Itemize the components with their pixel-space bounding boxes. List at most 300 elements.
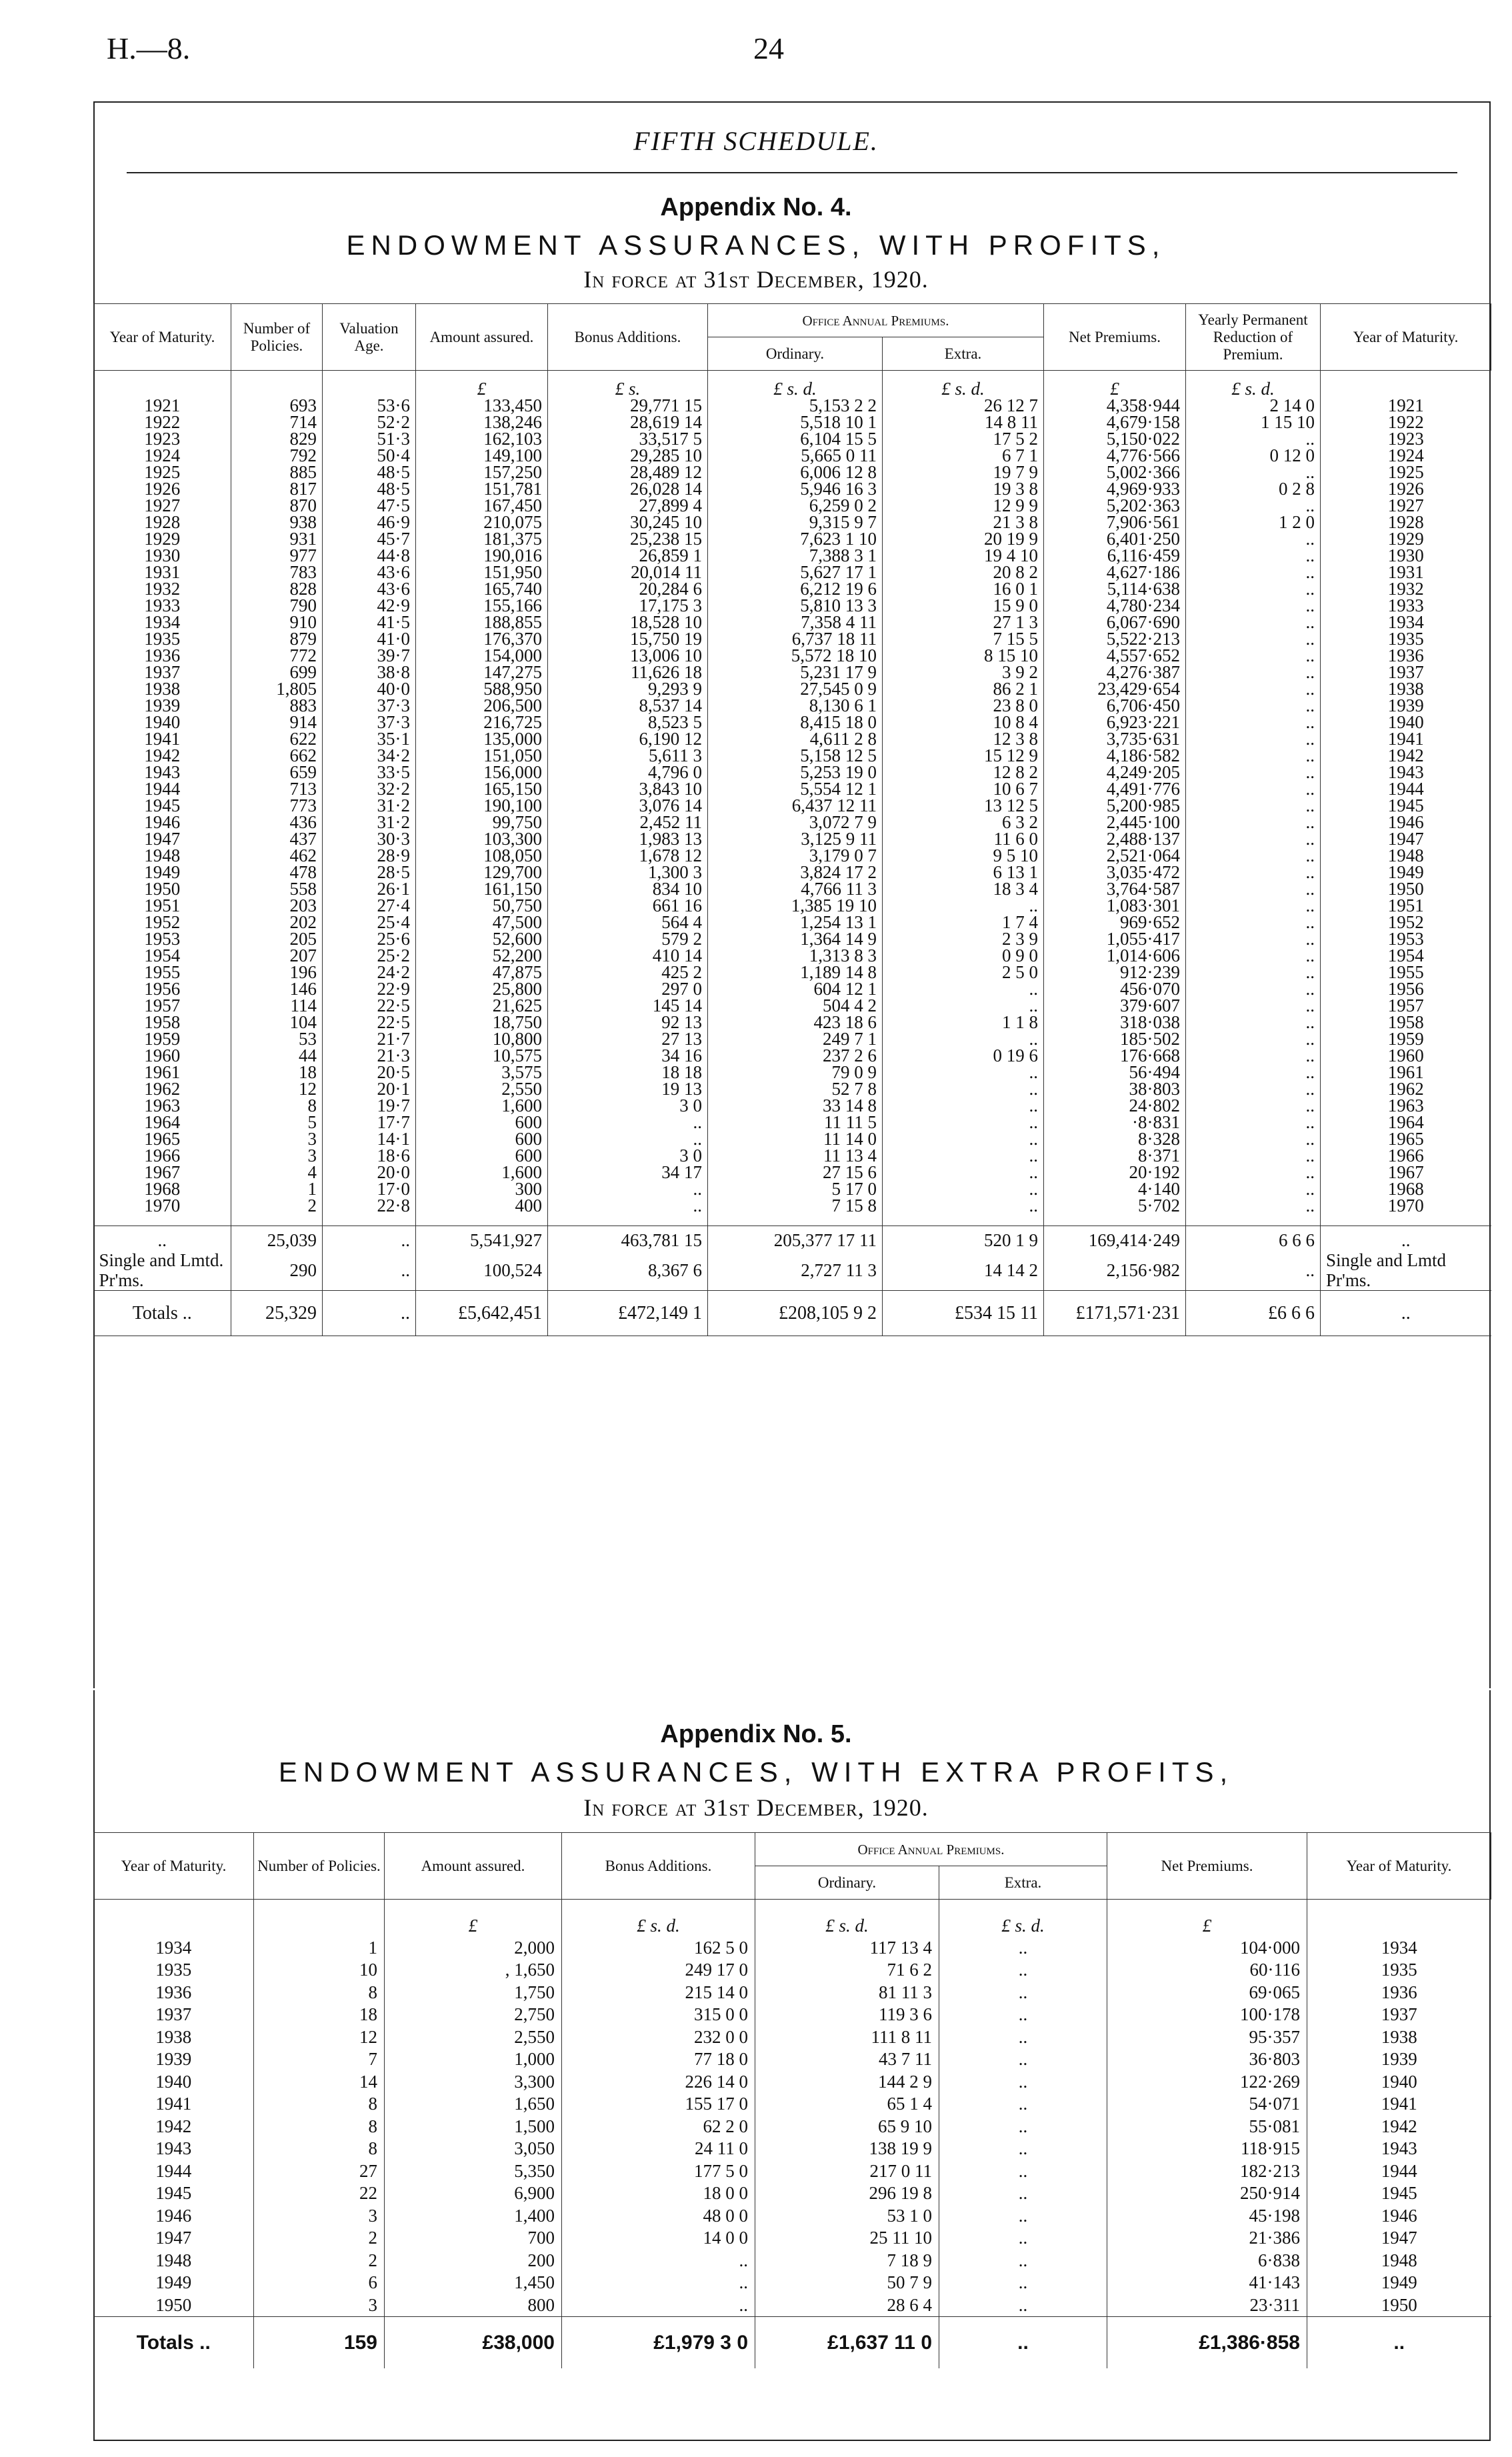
table-row — [94, 664, 1491, 681]
cell-amount: 300 — [416, 1181, 548, 1197]
table-row — [94, 981, 1491, 997]
cell-number: 18 — [254, 2004, 385, 2026]
cell-yearly: .. — [1186, 1064, 1321, 1081]
unit-net: £ — [1107, 1900, 1307, 1937]
cell-net: 54·071 — [1107, 2093, 1307, 2116]
cell-amount: 161,150 — [416, 881, 548, 897]
cell-number: 25,039 — [231, 1226, 323, 1251]
cell-ordinary: 27,545 0 9 — [708, 681, 883, 697]
cell-year: 1944 — [155, 2160, 192, 2181]
cell-net: 20·192 — [1044, 1164, 1186, 1181]
cell-year-right: 1933 — [1321, 597, 1491, 614]
cell-year-right: 1954 — [1321, 947, 1491, 964]
table-row — [94, 2116, 1491, 2138]
cell-bonus: £472,149 1 — [548, 1291, 708, 1336]
cell-amount: 600 — [416, 1114, 548, 1131]
cell-valuation: 48·5 — [323, 464, 416, 481]
cell-net: £1,386·858 — [1107, 2316, 1307, 2368]
cell-year-right: 1952 — [1321, 914, 1491, 931]
cell-ordinary: 138 19 9 — [755, 2138, 939, 2160]
cell-ordinary: 504 4 2 — [708, 997, 883, 1014]
cell-ordinary: 144 2 9 — [755, 2071, 939, 2094]
cell-year-right: 1936 — [1321, 647, 1491, 664]
table-row — [94, 414, 1491, 431]
cell-valuation: 21·3 — [323, 1047, 416, 1064]
cell-yearly: .. — [1186, 547, 1321, 564]
units-row — [94, 1900, 1491, 1937]
cell-extra: 17 5 2 — [883, 431, 1044, 447]
cell-extra: .. — [939, 2138, 1107, 2160]
header-ordinary: Ordinary. — [708, 337, 883, 371]
cell-year: 1955 — [144, 963, 181, 981]
cell-year-right: 1929 — [1321, 531, 1491, 547]
cell-amount: 176,370 — [416, 631, 548, 647]
cell-valuation: 43·6 — [323, 564, 416, 581]
cell-year-right: 1960 — [1321, 1047, 1491, 1064]
cell-number: 4 — [231, 1164, 323, 1181]
cell-net: 318·038 — [1044, 1014, 1186, 1031]
table-row — [94, 1081, 1491, 1097]
cell-net: 118·915 — [1107, 2138, 1307, 2160]
cell-year: Single and Lmtd. Pr'ms. — [99, 1250, 224, 1290]
header-extra: Extra. — [883, 337, 1044, 371]
cell-extra: .. — [939, 1959, 1107, 1982]
cell-ordinary: 111 8 11 — [755, 2026, 939, 2049]
cell-year-right: Single and Lmtd Pr'ms. — [1321, 1250, 1491, 1291]
cell-year-right: 1935 — [1321, 631, 1491, 647]
cell-valuation: 52·2 — [323, 414, 416, 431]
cell-ordinary: 43 7 11 — [755, 2048, 939, 2071]
cell-amount: 700 — [385, 2227, 562, 2250]
cell-ordinary: 27 15 6 — [708, 1164, 883, 1181]
cell-net: 4,679·158 — [1044, 414, 1186, 431]
cell-year: 1934 — [144, 613, 181, 631]
cell-bonus: 1,300 3 — [548, 864, 708, 881]
cell-number: 1 — [231, 1181, 323, 1197]
table-row — [94, 814, 1491, 831]
cell-net: 5,114·638 — [1044, 581, 1186, 597]
cell-year-right: 1958 — [1321, 1014, 1491, 1031]
cell-bonus: 25,238 15 — [548, 531, 708, 547]
cell-ordinary: 7 18 9 — [755, 2250, 939, 2272]
cell-yearly: .. — [1186, 731, 1321, 747]
cell-number: 713 — [231, 781, 323, 797]
cell-valuation: 46·9 — [323, 514, 416, 531]
table-row — [94, 597, 1491, 614]
cell-net: 36·803 — [1107, 2048, 1307, 2071]
cell-extra: 7 15 5 — [883, 631, 1044, 647]
cell-amount: 1,450 — [385, 2272, 562, 2294]
cell-number: 883 — [231, 697, 323, 714]
cell-amount: 155,166 — [416, 597, 548, 614]
cell-extra: 18 3 4 — [883, 881, 1044, 897]
cell-ordinary: 11 14 0 — [708, 1131, 883, 1147]
table-row — [94, 2004, 1491, 2026]
header-extra: Extra. — [939, 1866, 1107, 1900]
cell-number: 662 — [231, 747, 323, 764]
cell-net: 38·803 — [1044, 1081, 1186, 1097]
cell-valuation: .. — [323, 1226, 416, 1251]
cell-ordinary: 65 1 4 — [755, 2093, 939, 2116]
subtotal-row — [94, 1226, 1491, 1251]
appendix5-subtitle: ENDOWMENT ASSURANCES, WITH EXTRA PROFITS, — [278, 1756, 1234, 1788]
cell-year: 1933 — [144, 597, 181, 614]
cell-bonus: 26,028 14 — [548, 481, 708, 497]
cell-year-right: 1938 — [1307, 2026, 1491, 2049]
cell-number: 879 — [231, 631, 323, 647]
cell-yearly: .. — [1186, 614, 1321, 631]
table-row — [94, 697, 1491, 714]
table-row — [94, 2250, 1491, 2272]
cell-extra: .. — [883, 897, 1044, 914]
cell-bonus: 579 2 — [548, 931, 708, 947]
cell-yearly: .. — [1186, 881, 1321, 897]
cell-year: 1949 — [155, 2272, 192, 2293]
cell-valuation: 25·6 — [323, 931, 416, 947]
cell-valuation: 17·0 — [323, 1181, 416, 1197]
cell-valuation: 30·3 — [323, 831, 416, 847]
cell-year-right: 1943 — [1321, 764, 1491, 781]
cell-net: 5,522·213 — [1044, 631, 1186, 647]
cell-year-right: 1967 — [1321, 1164, 1491, 1181]
cell-year: 1970 — [144, 1197, 181, 1214]
cell-year-right: 1928 — [1321, 514, 1491, 531]
cell-year: 1925 — [144, 463, 181, 481]
cell-year: 1937 — [144, 663, 181, 681]
cell-year-right: 1938 — [1321, 681, 1491, 697]
cell-net: 6,116·459 — [1044, 547, 1186, 564]
cell-ordinary: 5,253 19 0 — [708, 764, 883, 781]
cell-yearly: 1 15 10 — [1186, 414, 1321, 431]
table-row — [94, 714, 1491, 731]
cell-year-right: 1966 — [1321, 1147, 1491, 1164]
cell-bonus: 8,537 14 — [548, 697, 708, 714]
cell-valuation: 47·5 — [323, 497, 416, 514]
header-net: Net Premiums. — [1107, 1833, 1307, 1900]
cell-extra: 15 12 9 — [883, 747, 1044, 764]
cell-amount: 1,750 — [385, 1982, 562, 2004]
cell-bonus: 8,523 5 — [548, 714, 708, 731]
cell-year-right: 1945 — [1307, 2182, 1491, 2205]
cell-year: 1940 — [155, 2071, 192, 2092]
unit-ordinary: £ s. d. — [755, 1900, 939, 1937]
table-row — [94, 681, 1491, 697]
cell-valuation: 43·6 — [323, 581, 416, 597]
cell-valuation: 22·5 — [323, 1014, 416, 1031]
cell-ordinary: 6,104 15 5 — [708, 431, 883, 447]
cell-net: 21·386 — [1107, 2227, 1307, 2250]
cell-net: 56·494 — [1044, 1064, 1186, 1081]
cell-year: 1943 — [144, 763, 181, 781]
cell-yearly: .. — [1186, 947, 1321, 964]
cell-amount: 190,100 — [416, 797, 548, 814]
appendix4-inforce: In force at 31st December, 1920. — [583, 266, 929, 293]
cell-bonus: 661 16 — [548, 897, 708, 914]
cell-bonus: 3,076 14 — [548, 797, 708, 814]
cell-amount: 52,600 — [416, 931, 548, 947]
table-row — [94, 1031, 1491, 1047]
cell-extra: 19 7 9 — [883, 464, 1044, 481]
spacer-row — [94, 1214, 1491, 1226]
cell-number: 2 — [254, 2227, 385, 2250]
cell-year: .. — [94, 1226, 231, 1251]
cell-net: 55·081 — [1107, 2116, 1307, 2138]
cell-ordinary: 6,437 12 11 — [708, 797, 883, 814]
cell-ordinary: 237 2 6 — [708, 1047, 883, 1064]
cell-year: 1962 — [144, 1080, 181, 1097]
cell-year-right: 1927 — [1321, 497, 1491, 514]
table-row — [94, 2205, 1491, 2228]
cell-number: 885 — [231, 464, 323, 481]
cell-net: 1,014·606 — [1044, 947, 1186, 964]
table-row — [94, 2071, 1491, 2094]
cell-extra: 26 12 7 — [883, 397, 1044, 414]
cell-year-right: 1934 — [1321, 614, 1491, 631]
cell-amount: 47,500 — [416, 914, 548, 931]
cell-year: 1947 — [155, 2228, 192, 2248]
cell-bonus: 564 4 — [548, 914, 708, 931]
cell-year: 1954 — [144, 947, 181, 964]
cell-year-right: 1936 — [1307, 1982, 1491, 2004]
cell-extra: 27 1 3 — [883, 614, 1044, 631]
cell-year-right: 1949 — [1321, 864, 1491, 881]
cell-amount: 25,800 — [416, 981, 548, 997]
cell-year: 1946 — [144, 813, 181, 831]
cell-extra: 12 8 2 — [883, 764, 1044, 781]
cell-bonus: 27 13 — [548, 1031, 708, 1047]
cell-ordinary: 3,125 9 11 — [708, 831, 883, 847]
table-row — [94, 1164, 1491, 1181]
cell-year-right: 1968 — [1321, 1181, 1491, 1197]
table-row — [94, 497, 1491, 514]
table-row — [94, 2272, 1491, 2294]
page-number: 24 — [753, 31, 784, 65]
cell-extra: 20 8 2 — [883, 564, 1044, 581]
cell-year: 1960 — [144, 1047, 181, 1064]
cell-number: 3 — [231, 1131, 323, 1147]
table-row — [94, 2138, 1491, 2160]
cell-extra: 23 8 0 — [883, 697, 1044, 714]
cell-amount: 2,750 — [385, 2004, 562, 2026]
cell-net: ·8·831 — [1044, 1114, 1186, 1131]
table-row — [94, 964, 1491, 981]
cell-bonus: £1,979 3 0 — [562, 2316, 755, 2368]
table-row — [94, 897, 1491, 914]
cell-year: 1930 — [144, 547, 181, 564]
cell-number: 114 — [231, 997, 323, 1014]
cell-extra: .. — [883, 997, 1044, 1014]
table-row — [94, 2048, 1491, 2071]
cell-ordinary: 50 7 9 — [755, 2272, 939, 2294]
cell-net: 5,202·363 — [1044, 497, 1186, 514]
header-year-right: Year of Maturity. — [1307, 1833, 1491, 1900]
cell-year: 1961 — [144, 1063, 181, 1081]
cell-ordinary: 1,385 19 10 — [708, 897, 883, 914]
cell-number: 104 — [231, 1014, 323, 1031]
cell-amount: 133,450 — [416, 397, 548, 414]
cell-valuation: 17·7 — [323, 1114, 416, 1131]
cell-year: 1958 — [144, 1013, 181, 1031]
cell-yearly: .. — [1186, 1164, 1321, 1181]
cell-year-right: 1963 — [1321, 1097, 1491, 1114]
cell-extra: .. — [939, 2316, 1107, 2368]
cell-yearly: .. — [1186, 664, 1321, 681]
cell-year-right: 1951 — [1321, 897, 1491, 914]
cell-number: 437 — [231, 831, 323, 847]
cell-number: 3 — [254, 2205, 385, 2228]
cell-amount: 800 — [385, 2294, 562, 2317]
table-row — [94, 864, 1491, 881]
cell-net: 60·116 — [1107, 1959, 1307, 1982]
cell-year: 1921 — [144, 397, 181, 414]
cell-amount: 154,000 — [416, 647, 548, 664]
cell-bonus: 3 0 — [548, 1147, 708, 1164]
cell-number: 8 — [231, 1097, 323, 1114]
cell-amount: 588,950 — [416, 681, 548, 697]
cell-extra: 9 5 10 — [883, 847, 1044, 864]
cell-bonus: 2,452 11 — [548, 814, 708, 831]
cell-year-right: 1948 — [1307, 2250, 1491, 2272]
cell-year: 1922 — [144, 413, 181, 431]
cell-ordinary: 1,313 8 3 — [708, 947, 883, 964]
cell-yearly: .. — [1186, 1097, 1321, 1114]
cell-amount: 138,246 — [416, 414, 548, 431]
cell-ordinary: 4,611 2 8 — [708, 731, 883, 747]
cell-year-right: 1959 — [1321, 1031, 1491, 1047]
cell-amount: 3,575 — [416, 1064, 548, 1081]
cell-bonus: 232 0 0 — [562, 2026, 755, 2049]
cell-number: 977 — [231, 547, 323, 564]
cell-yearly: .. — [1186, 964, 1321, 981]
cell-net: 6,923·221 — [1044, 714, 1186, 731]
table-row — [94, 1959, 1491, 1982]
cell-extra: 8 15 10 — [883, 647, 1044, 664]
cell-number: 699 — [231, 664, 323, 681]
cell-net: 3,035·472 — [1044, 864, 1186, 881]
cell-net: 104·000 — [1107, 1937, 1307, 1960]
cell-amount: 103,300 — [416, 831, 548, 847]
cell-ordinary: 25 11 10 — [755, 2227, 939, 2250]
cell-yearly: .. — [1186, 1114, 1321, 1131]
cell-number: 558 — [231, 881, 323, 897]
cell-number: 203 — [231, 897, 323, 914]
cell-yearly: .. — [1186, 764, 1321, 781]
cell-valuation: 21·7 — [323, 1031, 416, 1047]
cell-amount: 2,550 — [416, 1081, 548, 1097]
cell-bonus: 18 0 0 — [562, 2182, 755, 2205]
cell-extra: 12 9 9 — [883, 497, 1044, 514]
cell-year-right: 1942 — [1321, 747, 1491, 764]
header-number: Number of Policies. — [231, 304, 323, 371]
cell-number: 910 — [231, 614, 323, 631]
cell-net: 100·178 — [1107, 2004, 1307, 2026]
cell-amount: 18,750 — [416, 1014, 548, 1031]
cell-yearly: .. — [1186, 864, 1321, 881]
table-row — [94, 581, 1491, 597]
table-row — [94, 531, 1491, 547]
cell-amount: 108,050 — [416, 847, 548, 864]
cell-year-right: 1941 — [1307, 2093, 1491, 2116]
cell-net: 250·914 — [1107, 2182, 1307, 2205]
cell-ordinary: 6,737 18 11 — [708, 631, 883, 647]
cell-year-right: 1947 — [1321, 831, 1491, 847]
cell-ordinary: 5,153 2 2 — [708, 397, 883, 414]
cell-year-right: 1924 — [1321, 447, 1491, 464]
cell-year-right: 1964 — [1321, 1114, 1491, 1131]
appendix4-body — [94, 371, 1491, 1336]
cell-extra: 14 14 2 — [883, 1250, 1044, 1291]
cell-yearly: .. — [1186, 497, 1321, 514]
cell-amount: 151,050 — [416, 747, 548, 764]
cell-bonus: 34 16 — [548, 1047, 708, 1064]
cell-year: 1959 — [144, 1030, 181, 1047]
cell-number: 159 — [254, 2316, 385, 2368]
cell-bonus: 24 11 0 — [562, 2138, 755, 2160]
table-row — [94, 397, 1491, 414]
table-row — [94, 564, 1491, 581]
cell-extra: 20 19 9 — [883, 531, 1044, 547]
cell-yearly: .. — [1186, 631, 1321, 647]
cell-yearly: 0 2 8 — [1186, 481, 1321, 497]
cell-net: 7,906·561 — [1044, 514, 1186, 531]
cell-net: 122·269 — [1107, 2071, 1307, 2094]
table-row — [94, 1114, 1491, 1131]
cell-valuation: 50·4 — [323, 447, 416, 464]
cell-bonus: 1,983 13 — [548, 831, 708, 847]
cell-extra: .. — [939, 2026, 1107, 2049]
cell-extra: .. — [883, 1114, 1044, 1131]
table-row — [94, 614, 1491, 631]
cell-number: 792 — [231, 447, 323, 464]
cell-net: 4,276·387 — [1044, 664, 1186, 681]
cell-yearly: .. — [1186, 1147, 1321, 1164]
cell-ordinary: 5,554 12 1 — [708, 781, 883, 797]
totals-row — [94, 1291, 1491, 1336]
cell-extra: .. — [883, 1097, 1044, 1114]
cell-bonus: 28,619 14 — [548, 414, 708, 431]
cell-extra: .. — [883, 1164, 1044, 1181]
cell-ordinary: 53 1 0 — [755, 2205, 939, 2228]
table-row — [94, 1937, 1491, 1960]
cell-bonus: 13,006 10 — [548, 647, 708, 664]
cell-amount: 188,855 — [416, 614, 548, 631]
cell-year: 1936 — [144, 647, 181, 664]
cell-valuation: .. — [323, 1250, 416, 1291]
cell-valuation: 45·7 — [323, 531, 416, 547]
cell-number: 790 — [231, 597, 323, 614]
cell-yearly: .. — [1186, 797, 1321, 814]
cell-year: 1964 — [144, 1113, 181, 1131]
unit-extra: £ s. d. — [883, 371, 1044, 397]
cell-bonus: 20,284 6 — [548, 581, 708, 597]
cell-ordinary: 6,006 12 8 — [708, 464, 883, 481]
cell-ordinary: 1,254 13 1 — [708, 914, 883, 931]
cell-amount: 1,600 — [416, 1164, 548, 1181]
cell-amount: £5,642,451 — [416, 1291, 548, 1336]
cell-yearly: .. — [1186, 1047, 1321, 1064]
cell-year-right: 1939 — [1307, 2048, 1491, 2071]
cell-extra: .. — [883, 1197, 1044, 1214]
cell-yearly: .. — [1186, 647, 1321, 664]
cell-bonus: 26,859 1 — [548, 547, 708, 564]
cell-year-right: 1925 — [1321, 464, 1491, 481]
cell-bonus: 18,528 10 — [548, 614, 708, 631]
cell-net: 4,358·944 — [1044, 397, 1186, 414]
unit-yearly: £ s. d. — [1186, 371, 1321, 397]
cell-net: 95·357 — [1107, 2026, 1307, 2049]
cell-yearly: .. — [1186, 681, 1321, 697]
cell-bonus: 145 14 — [548, 997, 708, 1014]
